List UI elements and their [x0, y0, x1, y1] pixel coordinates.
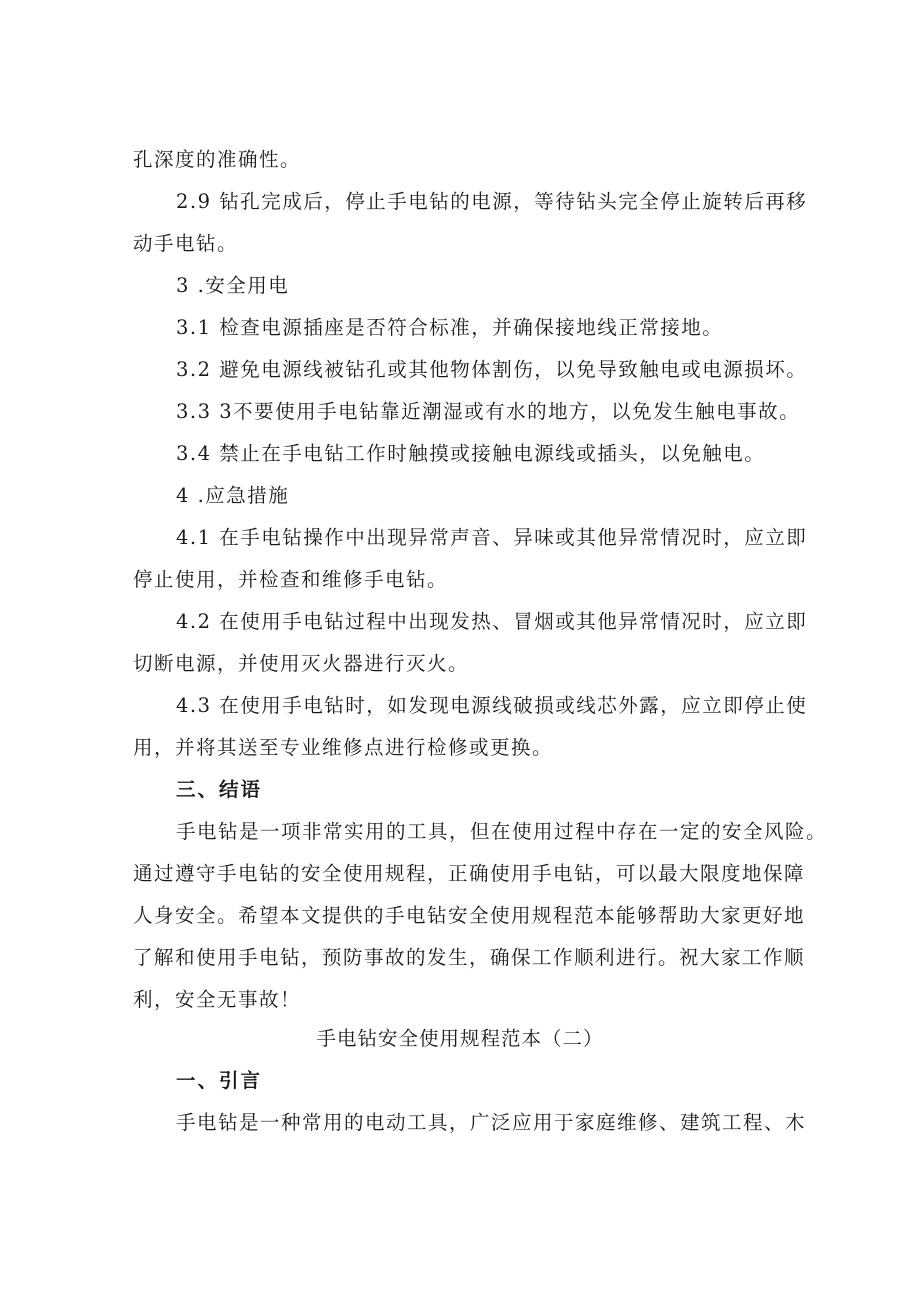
text-line: 了解和使用手电钻，预防事故的发生，确保工作顺利进行。祝大家工作顺 [133, 946, 806, 969]
text-line: 4.1 在手电钻操作中出现异常声音、异味或其他异常情况时，应立即 [176, 526, 808, 549]
section-heading: 4 .应急措施 [176, 484, 290, 507]
text-line: 孔深度的准确性。 [133, 148, 302, 171]
text-line: 利，安全无事故！ [133, 988, 302, 1011]
section-heading-introduction: 一、引言 [176, 1069, 263, 1092]
text-line: 4.2 在使用手电钻过程中出现发热、冒烟或其他异常情况时，应立即 [176, 610, 808, 633]
text-line: 3.2 避免电源线被钻孔或其他物体割伤，以免导致触电或电源损坏。 [176, 358, 808, 381]
text-line: 3.3 3不要使用手电钻靠近潮湿或有水的地方，以免发生触电事故。 [176, 400, 801, 423]
section-heading-conclusion: 三、结语 [176, 778, 263, 801]
text-line: 3.4 禁止在手电钻工作时触摸或接触电源线或插头，以免触电。 [176, 442, 766, 465]
text-line: 通过遵守手电钻的安全使用规程，正确使用手电钻，可以最大限度地保障 [133, 862, 806, 885]
text-line: 用，并将其送至专业维修点进行检修或更换。 [133, 736, 554, 759]
text-line: 手电钻是一项非常实用的工具，但在使用过程中存在一定的安全风险。 [176, 820, 828, 843]
text-line: 人身安全。希望本文提供的手电钻安全使用规程范本能够帮助大家更好地 [133, 904, 806, 927]
text-line: 切断电源，并使用灭火器进行灭火。 [133, 652, 470, 675]
text-line: 3.1 检查电源插座是否符合标准，并确保接地线正常接地。 [176, 316, 724, 339]
text-line: 2.9 钻孔完成后，停止手电钻的电源，等待钻头完全停止旋转后再移 [176, 190, 808, 213]
text-line: 4.3 在使用手电钻时，如发现电源线破损或线芯外露，应立即停止使 [176, 694, 808, 717]
section-heading: 3 .安全用电 [176, 274, 290, 297]
document-title: 手电钻安全使用规程范本（二） [316, 1027, 604, 1050]
text-line: 停止使用，并检查和维修手电钻。 [133, 568, 449, 591]
text-line: 动手电钻。 [133, 232, 239, 255]
text-line: 手电钻是一种常用的电动工具，广泛应用于家庭维修、建筑工程、木 [176, 1111, 807, 1134]
